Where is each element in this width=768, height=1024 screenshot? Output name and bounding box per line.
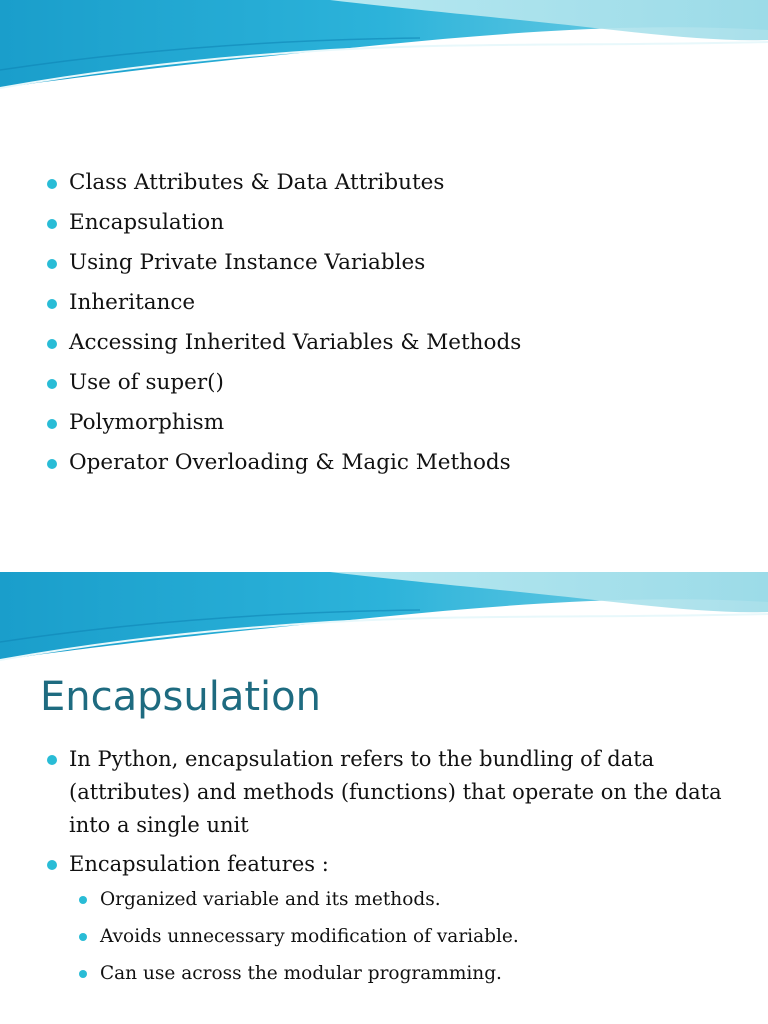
header-wave-decoration [0, 0, 768, 100]
list-item [46, 743, 736, 842]
list-item [46, 167, 521, 207]
bullet-dot-icon [47, 219, 57, 229]
sub-list-item-text: Avoids unnecessary modification of variable. [100, 926, 519, 947]
bullet-dot-icon [79, 933, 87, 941]
bullet-dot-icon [47, 459, 57, 469]
list-item [46, 367, 521, 407]
bullet-dot-icon [79, 896, 87, 904]
sub-list-item [77, 881, 736, 918]
bullet-dot-icon [47, 339, 57, 349]
bullet-dot-icon [47, 299, 57, 309]
slide-body [46, 743, 736, 992]
list-item [46, 247, 521, 287]
bullet-dot-icon [47, 419, 57, 429]
list-item-text: Operator Overloading & Magic Methods [69, 450, 511, 475]
sub-list-item-text: Can use across the modular programming. [100, 963, 502, 984]
slide-2 [0, 572, 768, 1024]
list-item [46, 327, 521, 367]
list-item [46, 407, 521, 447]
list-item-text: Use of super() [69, 370, 224, 395]
list-item-text: Encapsulation features : [69, 852, 329, 876]
bullet-dot-icon [47, 755, 57, 765]
list-item [46, 287, 521, 327]
list-item-text: Class Attributes & Data Attributes [69, 170, 445, 195]
sub-list-item-text: Organized variable and its methods. [100, 889, 441, 910]
list-item [46, 848, 736, 881]
topic-list [46, 167, 521, 487]
list-item [46, 207, 521, 247]
sub-list-item [77, 918, 736, 955]
bullet-dot-icon [47, 379, 57, 389]
bullet-dot-icon [47, 860, 57, 870]
list-item-text: In Python, encapsulation refers to the bundling of data (attributes) and methods (functions) that operate on the data into a single unit [69, 747, 722, 837]
header-wave-decoration [0, 572, 768, 672]
list-item [46, 447, 521, 487]
sub-list-item [77, 955, 736, 992]
slide-title: Encapsulation [40, 674, 321, 720]
list-item-text: Polymorphism [69, 410, 225, 435]
list-item-text: Inheritance [69, 290, 196, 315]
list-item-text: Using Private Instance Variables [69, 250, 426, 275]
bullet-dot-icon [47, 259, 57, 269]
list-item-text: Accessing Inherited Variables & Methods [69, 330, 522, 355]
sub-list [77, 881, 736, 992]
bullet-dot-icon [47, 179, 57, 189]
list-item-text: Encapsulation [69, 210, 225, 235]
bullet-dot-icon [79, 970, 87, 978]
